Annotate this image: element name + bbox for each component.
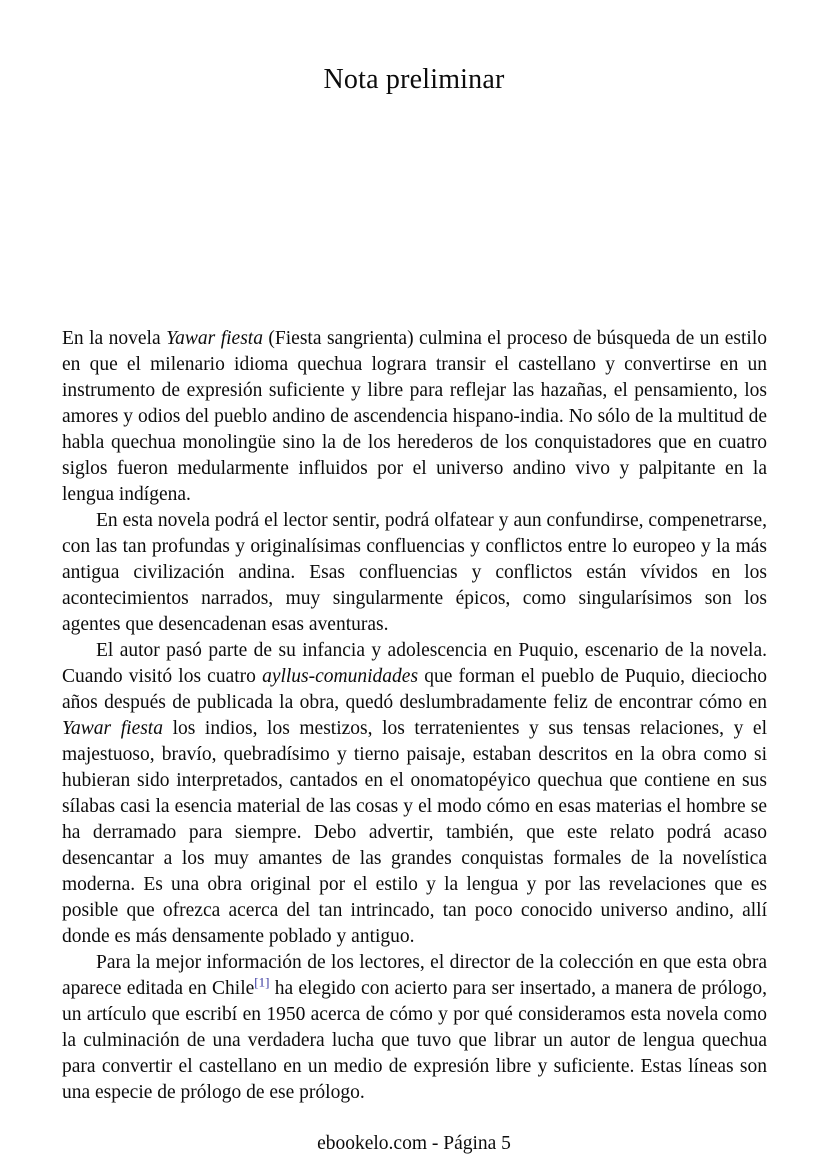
footnote-link[interactable]: [1] (254, 974, 270, 990)
text-run: El autor pasó parte de su infancia y adolescencia en Puquio, escenario de la novela. Cuando visitó los cuatro (62, 640, 767, 687)
page-footer: ebookelo.com - Página 5 (317, 1133, 511, 1154)
body-text (62, 326, 767, 1106)
paragraph (62, 638, 767, 950)
italic-text: Yawar fiesta (62, 718, 163, 739)
page-title: Nota preliminar (323, 64, 505, 95)
italic-text: Yawar fiesta (166, 328, 263, 349)
text-run: que forman el pueblo de Puquio, dieciocho años después de publicada la obra, quedó deslumbradamente feliz de encontrar cómo en (62, 666, 767, 713)
paragraph (62, 950, 767, 1106)
text-run: los indios, los mestizos, los terratenientes y sus tensas relaciones, y el majestuoso, bravío, quebradísimo y tierno paisaje, estaban descritos en la obra como si hubieran sido interpretados, cantados en el onomatopéyico quechua que contiene en sus sílabas casi la esencia material de las cosas y el modo cómo en esas materias el hombre se ha derramado para siempre. Debo advertir, también, que este relato podrá acaso desencantar a los muy amantes de las grandes conquistas formales de la novelística moderna. Es una obra original por el estilo y la lengua y por las revelaciones que es posible que ofrezca acerca del tan intrincado, tan poco conocido universo andino, allí donde es más densamente poblado y antiguo. (62, 718, 767, 947)
paragraph (62, 326, 767, 508)
text-run: Para la mejor información de los lectores, el director de la colección en que esta obra aparece editada en Chile (62, 952, 767, 999)
italic-text: ayllus-comunidades (262, 666, 419, 687)
text-run: (Fiesta sangrienta) culmina el proceso de búsqueda de un estilo en que el milenario idioma quechua lograra transir el castellano y convertirse en un instrumento de expresión suficiente y libre para reflejar las hazañas, el pensamiento, los amores y odios del pueblo andino de ascendencia hispano-india. No sólo de la multitud de habla quechua monolingüe sino la de los herederos de los conquistadores que en cuatro siglos fueron medularmente influidos por el universo andino vivo y palpitante en la lengua indígena. (62, 328, 767, 505)
text-run: ha elegido con acierto para ser insertado, a manera de prólogo, un artículo que escribí en 1950 acerca de cómo y por qué consideramos esta novela como la culminación de una verdadera lucha que tuvo que librar un autor de lengua quechua para convertir el castellano en un medio de expresión libre y suficiente. Estas líneas son una especie de prólogo de ese prólogo. (62, 978, 767, 1103)
text-run: En la novela (62, 328, 167, 349)
paragraph (62, 508, 767, 638)
text-run: En esta novela podrá el lector sentir, podrá olfatear y aun confundirse, compenetrarse, con las tan profundas y originalísimas confluencias y conflictos entre lo europeo y la más antigua civilización andina. Esas confluencias y conflictos están vívidos en los acontecimientos narrados, muy singularmente épicos, como singularísimos son los agentes que desencadenan esas aventuras. (62, 510, 767, 635)
